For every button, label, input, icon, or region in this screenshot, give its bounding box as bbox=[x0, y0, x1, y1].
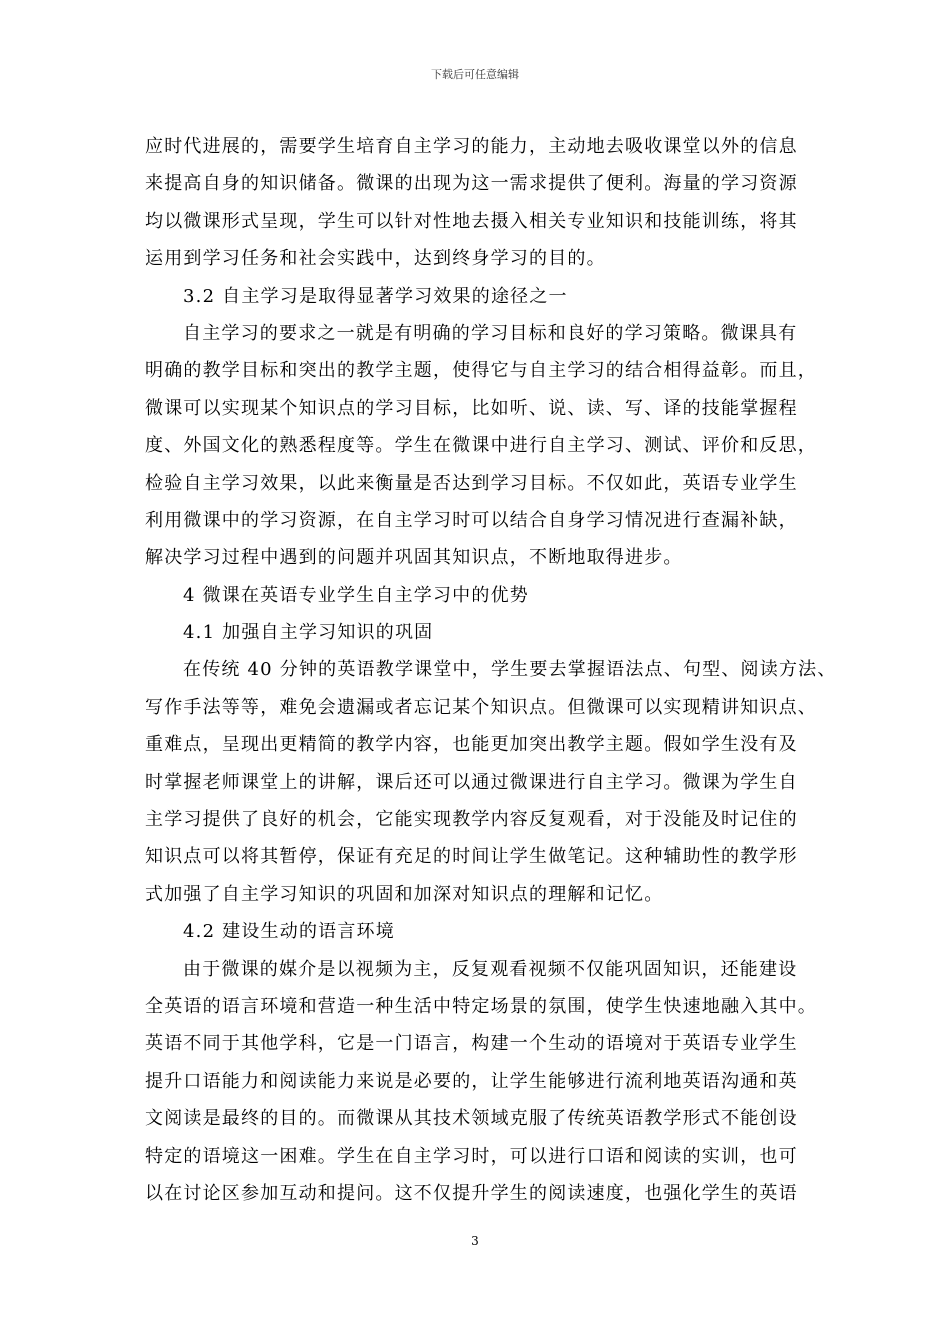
paragraph-line: 文阅读是最终的目的。而微课从其技术领域克服了传统英语教学形式不能创设 bbox=[145, 1108, 798, 1130]
paragraph-line: 重难点，呈现出更精简的教学内容，也能更加突出教学主题。假如学生没有及 bbox=[145, 734, 798, 756]
paragraph-line: 由于微课的媒介是以视频为主，反复观看视频不仅能巩固知识，还能建设 bbox=[183, 958, 798, 980]
paragraph-line: 自主学习的要求之一就是有明确的学习目标和良好的学习策略。微课具有 bbox=[183, 322, 798, 344]
paragraph-line: 以在讨论区参加互动和提问。这不仅提升学生的阅读速度，也强化学生的英语 bbox=[145, 1182, 798, 1204]
section-heading: 4 微课在英语专业学生自主学习中的优势 bbox=[183, 584, 529, 606]
paragraph-line: 知识点可以将其暂停，保证有充足的时间让学生做笔记。这种辅助性的教学形 bbox=[145, 846, 798, 868]
paragraph-line: 全英语的语言环境和营造一种生活中特定场景的氛围，使学生快速地融入其中。 bbox=[145, 995, 817, 1017]
paragraph-line: 式加强了自主学习知识的巩固和加深对知识点的理解和记忆。 bbox=[145, 883, 664, 905]
paragraph-line: 检验自主学习效果，以此来衡量是否达到学习目标。不仅如此，英语专业学生 bbox=[145, 472, 798, 494]
paragraph-line: 时掌握老师课堂上的讲解，课后还可以通过微课进行自主学习。微课为学生自 bbox=[145, 771, 798, 793]
paragraph-line: 来提高自身的知识储备。微课的出现为这一需求提供了便利。海量的学习资源 bbox=[145, 173, 798, 195]
paragraph-line: 提升口语能力和阅读能力来说是必要的，让学生能够进行流利地英语沟通和英 bbox=[145, 1070, 798, 1092]
body-text bbox=[145, 128, 837, 1212]
paragraph-line: 微课可以实现某个知识点的学习目标，比如听、说、读、写、译的技能掌握程 bbox=[145, 397, 798, 419]
paragraph-line: 英语不同于其他学科，它是一门语言，构建一个生动的语境对于英语专业学生 bbox=[145, 1033, 798, 1055]
subsection-heading: 4.2 建设生动的语言环境 bbox=[183, 921, 395, 943]
paragraph-line: 在传统 40 分钟的英语教学课堂中，学生要去掌握语法点、句型、阅读方法、 bbox=[183, 659, 837, 681]
page-header: 下载后可任意编辑 bbox=[431, 68, 519, 81]
paragraph-line: 明确的教学目标和突出的教学主题，使得它与自主学习的结合相得益彰。而且， bbox=[145, 360, 817, 382]
paragraph-line: 度、外国文化的熟悉程度等。学生在微课中进行自主学习、测试、评价和反思， bbox=[145, 435, 817, 457]
paragraph-line: 均以微课形式呈现，学生可以针对性地去摄入相关专业知识和技能训练，将其 bbox=[145, 210, 798, 232]
paragraph-line: 应时代进展的，需要学生培育自主学习的能力，主动地去吸收课堂以外的信息 bbox=[145, 136, 798, 157]
paragraph-line: 主学习提供了良好的机会，它能实现教学内容反复观看，对于没能及时记住的 bbox=[145, 809, 798, 831]
subsection-heading: 4.1 加强自主学习知识的巩固 bbox=[183, 622, 434, 644]
paragraph-line: 写作手法等等，难免会遗漏或者忘记某个知识点。但微课可以实现精讲知识点、 bbox=[145, 696, 817, 718]
paragraph-line: 特定的语境这一困难。学生在自主学习时，可以进行口语和阅读的实训，也可 bbox=[145, 1145, 798, 1167]
paragraph-line: 解决学习过程中遇到的问题并巩固其知识点，不断地取得进步。 bbox=[145, 547, 683, 569]
paragraph-line: 利用微课中的学习资源，在自主学习时可以结合自身学习情况进行查漏补缺， bbox=[145, 509, 798, 531]
section-heading: 3.2 自主学习是取得显著学习效果的途径之一 bbox=[183, 285, 568, 307]
paragraph-line: 运用到学习任务和社会实践中，达到终身学习的目的。 bbox=[145, 248, 606, 270]
page-number: 3 bbox=[471, 1234, 479, 1248]
